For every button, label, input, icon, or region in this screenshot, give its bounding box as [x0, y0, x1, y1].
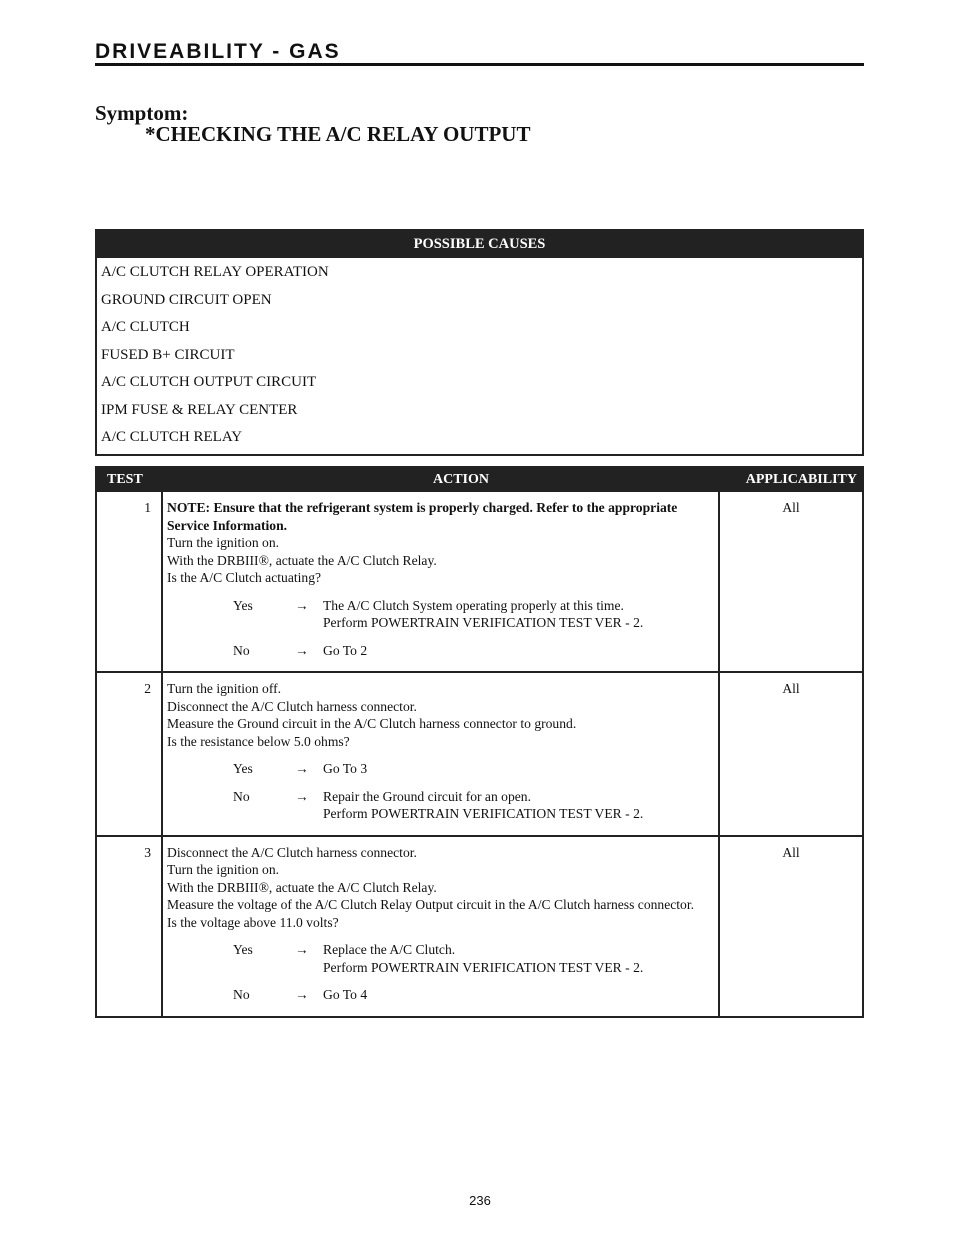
symptom-title: *CHECKING THE A/C RELAY OUTPUT — [145, 122, 531, 146]
action-line: Is the resistance below 5.0 ohms? — [167, 733, 350, 749]
test-rows — [97, 492, 862, 1016]
yes-text: The A/C Clutch System operating properly at this time. — [323, 597, 624, 613]
test-applicability: All — [782, 500, 800, 515]
no-label: No — [233, 642, 250, 658]
cause-item: A/C CLUTCH — [101, 319, 190, 335]
action-line: Turn the ignition off. — [167, 681, 282, 696]
yes-label: Yes — [233, 597, 253, 613]
action-line: With the DRBIII®, actuate the A/C Clutch Relay. — [167, 879, 437, 895]
cause-item: IPM FUSE & RELAY CENTER — [101, 401, 298, 418]
test-table — [95, 466, 864, 1018]
applicability-column-header: APPLICABILITY — [745, 472, 857, 487]
action-line: Turn the ignition on. — [167, 535, 280, 550]
test-action — [163, 673, 720, 835]
no-text: Go To 2 — [323, 642, 368, 658]
action-column-header: ACTION — [433, 472, 490, 487]
yes-answer — [167, 760, 714, 778]
arrow-icon: → — [295, 642, 309, 658]
test-row — [97, 671, 862, 835]
no-answer — [167, 986, 714, 1004]
action-line: Disconnect the A/C Clutch harness connector. — [167, 844, 417, 860]
test-table-header — [97, 468, 862, 492]
action-line: Is the voltage above 11.0 volts? — [167, 914, 339, 930]
action-note: NOTE: Ensure that the refrigerant system is properly charged. Refer to the appropriate Service Information. — [167, 500, 678, 533]
arrow-icon: → — [295, 597, 309, 613]
no-text: Repair the Ground circuit for an open. — [323, 788, 531, 804]
test-number: 2 — [97, 673, 163, 835]
action-line: Is the A/C Clutch actuating? — [167, 570, 322, 585]
action-line: With the DRBIII®, actuate the A/C Clutch Relay. — [167, 552, 437, 568]
test-row — [97, 835, 862, 1016]
no-answer — [167, 788, 714, 823]
test-action — [163, 837, 720, 1016]
test-number: 3 — [97, 837, 163, 1016]
cause-item: A/C CLUTCH OUTPUT CIRCUIT — [101, 374, 317, 390]
yes-text: Replace the A/C Clutch. — [323, 942, 456, 957]
no-text: Go To 4 — [323, 987, 368, 1002]
section-title: DRIVEABILITY - GAS — [95, 40, 341, 63]
yes-text: Go To 3 — [323, 761, 368, 776]
yes-label: Yes — [233, 942, 253, 957]
no-text-2: Perform POWERTRAIN VERIFICATION TEST VER - 2. — [323, 806, 644, 821]
test-applicability: All — [782, 844, 800, 860]
page-number: 236 — [469, 1193, 491, 1208]
header-rule — [95, 63, 864, 66]
test-row — [97, 492, 862, 671]
yes-text-2: Perform POWERTRAIN VERIFICATION TEST VER - 2. — [323, 959, 644, 975]
yes-label: Yes — [233, 761, 253, 776]
yes-answer — [167, 941, 714, 976]
symptom-label: Symptom: — [95, 101, 189, 125]
arrow-icon: → — [295, 788, 309, 804]
action-line: Measure the voltage of the A/C Clutch Relay Output circuit in the A/C Clutch harness connector. — [167, 897, 695, 912]
test-action — [163, 492, 720, 671]
test-number: 1 — [97, 492, 163, 671]
no-answer — [167, 642, 714, 660]
arrow-icon: → — [295, 761, 309, 776]
action-line: Turn the ignition on. — [167, 862, 280, 877]
cause-item: FUSED B+ CIRCUIT — [101, 346, 235, 363]
arrow-icon: → — [295, 987, 309, 1002]
yes-text-2: Perform POWERTRAIN VERIFICATION TEST VER - 2. — [323, 615, 644, 630]
no-label: No — [233, 987, 250, 1002]
cause-item: GROUND CIRCUIT OPEN — [101, 291, 272, 308]
no-label: No — [233, 788, 250, 804]
test-column-header: TEST — [107, 472, 143, 487]
arrow-icon: → — [295, 942, 309, 957]
cause-item: A/C CLUTCH RELAY OPERATION — [101, 264, 329, 280]
cause-item: A/C CLUTCH RELAY — [101, 429, 243, 445]
possible-causes-heading: POSSIBLE CAUSES — [97, 231, 862, 258]
action-line: Measure the Ground circuit in the A/C Clutch harness connector to ground. — [167, 716, 577, 731]
test-applicability: All — [782, 681, 800, 696]
action-line: Disconnect the A/C Clutch harness connector. — [167, 698, 417, 714]
possible-causes-table — [95, 229, 864, 456]
yes-answer — [167, 597, 714, 632]
